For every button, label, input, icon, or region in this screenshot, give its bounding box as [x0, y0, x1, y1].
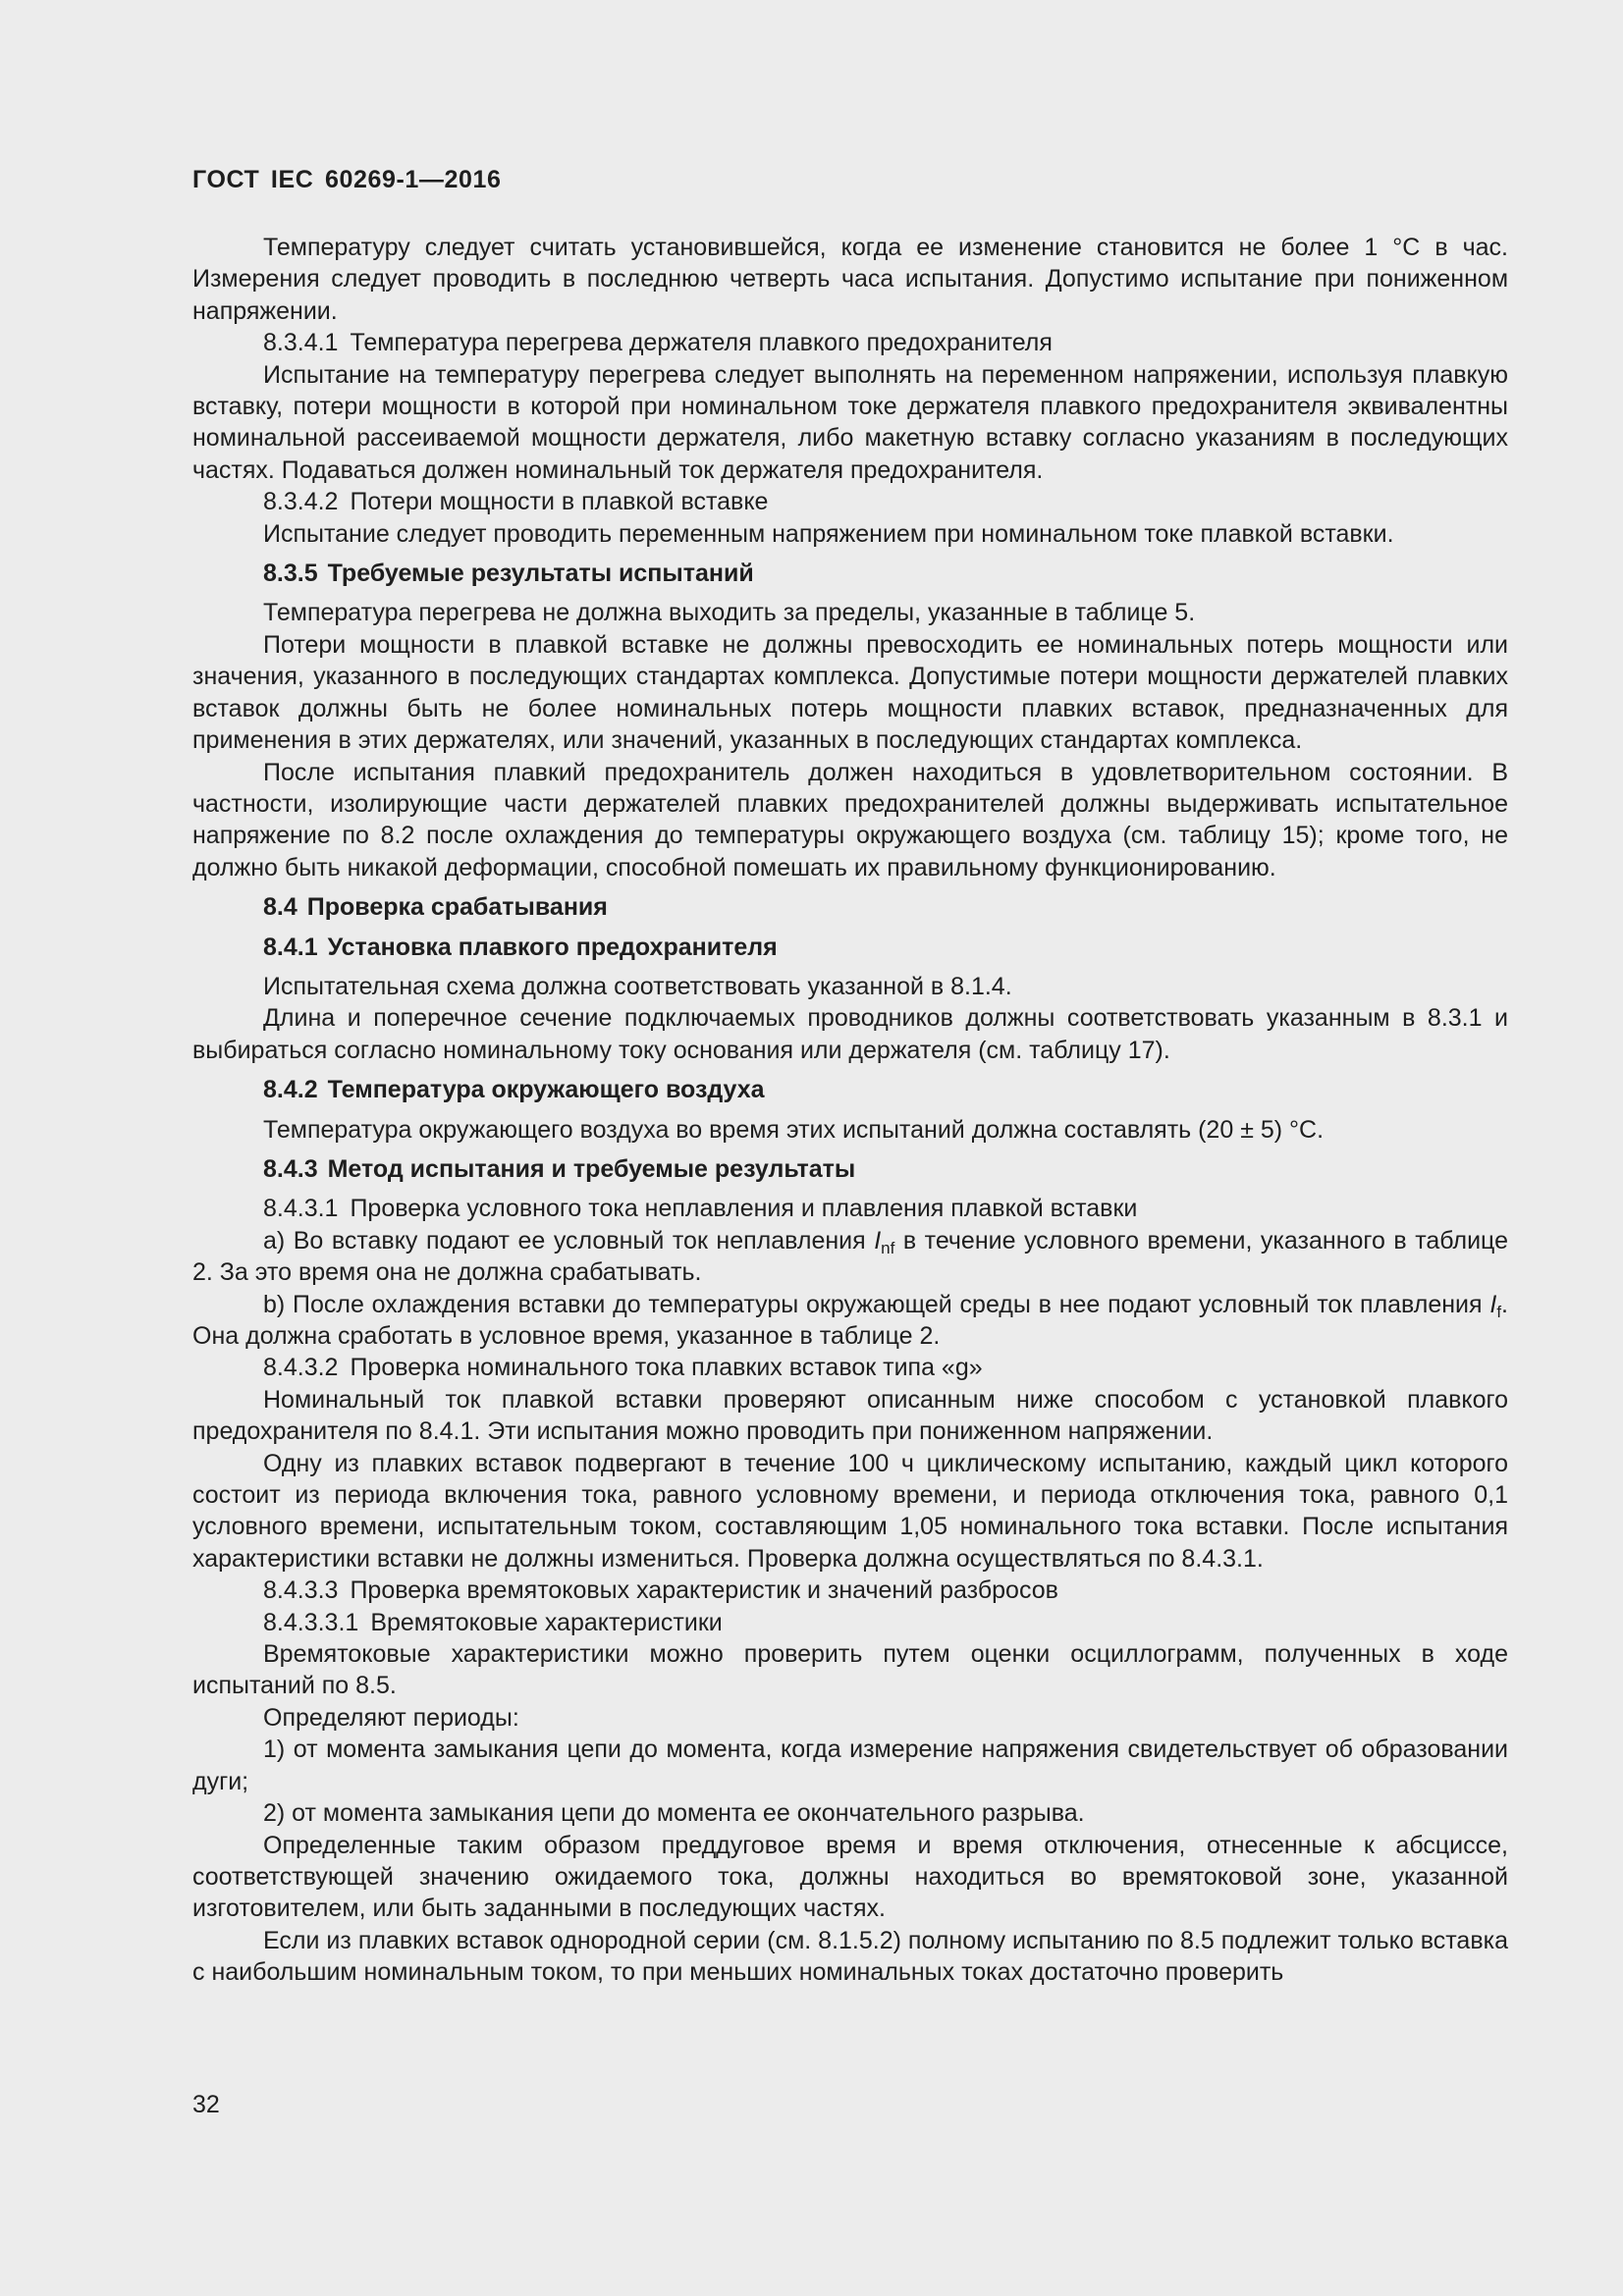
section-heading [192, 1153, 1508, 1185]
section-heading [192, 1074, 1508, 1105]
paragraph [192, 1289, 1508, 1353]
paragraph: Температура перегрева не должна выходить за пределы, указанные в таблице 5. [263, 599, 1196, 627]
subsection-heading [192, 1607, 1508, 1638]
paragraph-text: . Она должна сработать в условное время, указанное в таблице 2. [192, 1290, 1508, 1350]
section-title: Метод испытания и требуемые результаты [327, 1154, 856, 1183]
subsection-heading [192, 486, 1508, 517]
subsection-number: 8.3.4.1 [263, 329, 339, 357]
section-number: 8.4.2 [263, 1076, 318, 1104]
section-number: 8.4 [263, 893, 298, 922]
subsection-heading [192, 1193, 1508, 1224]
paragraph: Одну из плавких вставок подвергают в течение 100 ч циклическому испытанию, каждый цикл которого состоит из периода включения тока, равного условному времени, и периода отключения тока, равного 0,1 условного времени, испытательным током, составляющим 1,05 номинального тока вставки. После испытания характеристики вставки не должны измениться. Проверка должна осуществляться по 8.4.3.1. [192, 1449, 1508, 1573]
paragraph: Температуру следует считать установившейся, когда ее изменение становится не более 1 °С в час. Измерения следует проводить в последнюю четверть часа испытания. Допустимо испытание при пониженном напряжении. [192, 234, 1508, 325]
section-title: Установка плавкого предохранителя [327, 933, 778, 961]
subsection-number: 8.3.4.2 [263, 488, 339, 516]
subsection-title: Времятоковые характеристики [370, 1608, 723, 1636]
section-title: Температура окружающего воздуха [327, 1076, 765, 1104]
subsection-title: Проверка условного тока неплавления и плавления плавкой вставки [350, 1195, 1138, 1223]
paragraph-text: а) Во вставку подают ее условный ток неплавления [263, 1226, 875, 1255]
current-subscript: nf [881, 1238, 895, 1257]
paragraph: Длина и поперечное сечение подключаемых проводников должны соответствовать указанным в 8.3.1 и выбираться согласно номинальному току основания или держателя (см. таблицу 17). [192, 1004, 1508, 1064]
paragraph: Испытательная схема должна соответствовать указанной в 8.1.4. [263, 972, 1012, 1000]
paragraph: Испытание следует проводить переменным напряжением при номинальном токе плавкой вставки. [263, 519, 1394, 548]
paragraph [192, 1225, 1508, 1289]
paragraph: Определенные таким образом преддуговое время и время отключения, отнесенные к абсциссе, соответствующей значению ожидаемого тока, должны находиться во времятоковой зоне, указанной изготовителем, или быть заданными в последующих частях. [192, 1831, 1508, 1923]
document-body [192, 232, 1508, 1989]
subsection-title: Потери мощности в плавкой вставке [350, 488, 769, 516]
subsection-number: 8.4.3.1 [263, 1195, 339, 1223]
paragraph: После испытания плавкий предохранитель должен находиться в удовлетворительном состоянии. В частности, изолирующие части держателей плавких предохранителей должны выдерживать испытательное напряжение по 8.2 после охлаждения до температуры окружающего воздуха (см. таблицу 15); кроме того, не должно быть никакой деформации, способной помешать их правильному функционированию. [192, 758, 1508, 881]
paragraph: Номинальный ток плавкой вставки проверяют описанным ниже способом с установкой плавкого предохранителя по 8.4.1. Эти испытания можно проводить при пониженном напряжении. [192, 1385, 1508, 1446]
paragraph: 2) от момента замыкания цепи до момента ее окончательного разрыва. [263, 1799, 1085, 1828]
subsection-title: Температура перегрева держателя плавкого предохранителя [350, 329, 1053, 357]
subsection-number: 8.4.3.3 [263, 1576, 339, 1605]
paragraph: Температура окружающего воздуха во время этих испытаний должна составлять (20 ± 5) °С. [263, 1115, 1325, 1144]
section-heading [192, 558, 1508, 589]
paragraph-text: b) После охлаждения вставки до температуры окружающей среды в нее подают условный ток плавления [263, 1290, 1490, 1318]
subsection-number: 8.4.3.3.1 [263, 1608, 359, 1636]
document-header: ГОСТ IEC 60269-1—2016 [192, 166, 502, 193]
paragraph: Определяют периоды: [263, 1703, 519, 1732]
section-number: 8.4.3 [263, 1154, 318, 1183]
subsection-heading [192, 1575, 1508, 1606]
paragraph-text: в течение условного времени, указанного в таблице 2. За это время она не должна срабатывать. [192, 1226, 1508, 1287]
paragraph: Времятоковые характеристики можно проверить путем оценки осциллограмм, полученных в ходе испытаний по 8.5. [192, 1640, 1508, 1700]
current-symbol: I [1489, 1290, 1497, 1318]
section-title: Проверка срабатывания [306, 893, 608, 922]
current-symbol: I [874, 1226, 882, 1255]
section-number: 8.4.1 [263, 933, 318, 961]
paragraph: 1) от момента замыкания цепи до момента, когда измерение напряжения свидетельствует об образовании дуги; [192, 1735, 1508, 1795]
page-number: 32 [192, 2091, 220, 2118]
subsection-heading [192, 327, 1508, 358]
subsection-title: Проверка номинального тока плавких вставок типа «g» [350, 1354, 983, 1382]
section-title: Требуемые результаты испытаний [327, 560, 754, 588]
current-subscript: f [1496, 1302, 1502, 1321]
subsection-heading [192, 1352, 1508, 1383]
paragraph: Если из плавких вставок однородной серии (см. 8.1.5.2) полному испытанию по 8.5 подлежит только вставка с наибольшим номинальным током, то при меньших номинальных токах достаточно проверить [192, 1926, 1508, 1987]
subsection-title: Проверка времятоковых характеристик и значений разбросов [350, 1576, 1058, 1605]
section-heading [192, 891, 1508, 923]
paragraph: Испытание на температуру перегрева следует выполнять на переменном напряжении, используя плавкую вставку, потери мощности в которой при номинальном токе держателя плавкого предохранителя эквивалентны номинальной рассеиваемой мощности держателя, либо макетную вставку согласно указаниям в последующих частях. Подаваться должен номинальный ток держателя предохранителя. [192, 360, 1508, 484]
paragraph: Потери мощности в плавкой вставке не должны превосходить ее номинальных потерь мощности или значения, указанного в последующих стандартах комплекса. Допустимые потери мощности держателей плавких вставок должны быть не более номинальных потерь мощности плавких вставок, предназначенных для применения в этих держателях, или значений, указанных в последующих стандартах комплекса. [192, 630, 1508, 755]
subsection-number: 8.4.3.2 [263, 1354, 339, 1382]
section-heading [192, 932, 1508, 963]
section-number: 8.3.5 [263, 560, 318, 588]
